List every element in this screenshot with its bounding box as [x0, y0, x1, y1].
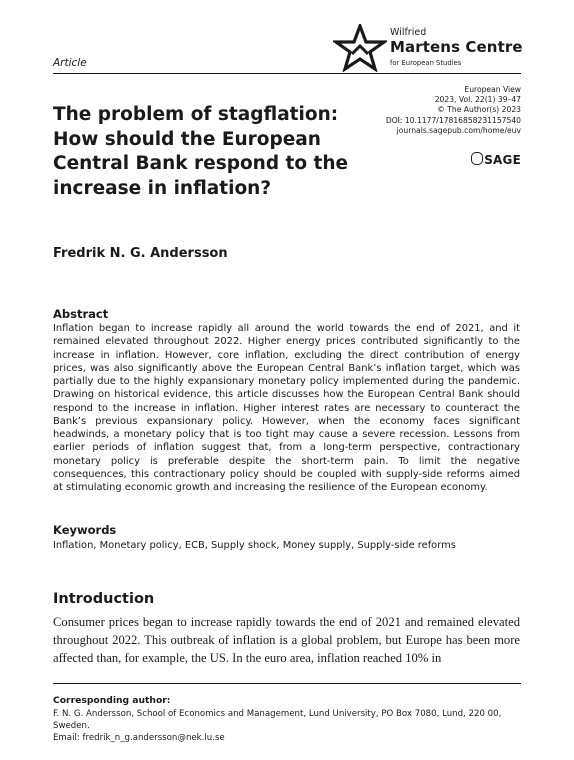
- journal-copyright: © The Author(s) 2023: [437, 105, 521, 115]
- journal-volume: 2023, Vol. 22(1) 39–47: [434, 95, 521, 105]
- journal-url[interactable]: journals.sagepub.com/home/euv: [396, 125, 521, 135]
- abstract-heading: Abstract: [53, 307, 109, 321]
- keywords-text: Inflation, Monetary policy, ECB, Supply shock, Money supply, Supply-side reforms: [53, 540, 456, 551]
- introduction-text: Consumer prices began to increase rapidly towards the end of 2021 and remained elevated throughout 2022. This outbreak of inflation is a global problem, but Europe has been more affected than, for example, the US. In the euro area, inflation reached 10% in: [53, 615, 520, 666]
- martens-centre-logo: [333, 24, 533, 74]
- footnote-body: [53, 708, 523, 744]
- paper-title: The problem of stagflation: How should the European Central Bank respond to the increase in inflation?: [53, 104, 349, 199]
- journal-info: [386, 85, 521, 136]
- journal-doi[interactable]: DOI: 10.1177/17816858231157540: [385, 115, 521, 125]
- sage-icon: [471, 152, 483, 165]
- logo-subtitle: for European Studies: [390, 59, 462, 67]
- star-person-icon: [333, 24, 387, 72]
- paper-author: Fredrik N. G. Andersson: [53, 246, 228, 261]
- author-affiliation: F. N. G. Andersson, School of Economics and Management, Lund University, PO Box 7080, Lund, 220 00, Sweden.: [53, 709, 502, 731]
- logo-main-text: Martens Centre: [390, 38, 523, 56]
- author-email[interactable]: Email: fredrik_n_g.andersson@nek.lu.se: [53, 733, 225, 743]
- introduction-heading: Introduction: [53, 591, 155, 607]
- logo-small-text: Wilfried: [390, 27, 427, 38]
- keywords-heading: Keywords: [53, 523, 117, 537]
- abstract-text: Inflation began to increase rapidly all around the world towards the end of 2021, and it remained elevated throughout 2022. Higher energy prices contributed significantly to the increase in inflation. However, core inflation, excluding the direct contribution of energy prices, was also significantly above the European Central Bank’s inflation target, which was partially due to the highly expansionary monetary policy implemented during the pandemic. Drawing on historical evidence, this article discusses how the European Central Bank should respond to the increase in inflation. Higher interest rates are necessary to counteract the Bank’s previous expansionary policy. However, when the economy faces significant headwinds, a monetary policy that is too tight may cause a severe recession. Lessons from earlier periods of inflation suggest that, from a long-term perspective, contractionary monetary policy is preferable despite the short-term pain. To limit the negative consequences, this contractionary policy should be coupled with supply-side reforms aimed at stimulating economic growth and increasing the resilience of the European economy.: [53, 323, 520, 493]
- sage-logo: [471, 152, 521, 167]
- journal-name: European View: [464, 85, 521, 94]
- footnote-heading: Corresponding author:: [53, 695, 171, 706]
- article-type-label: Article: [53, 57, 87, 69]
- sage-text: SAGE: [484, 153, 521, 167]
- footnote-divider: [53, 683, 521, 684]
